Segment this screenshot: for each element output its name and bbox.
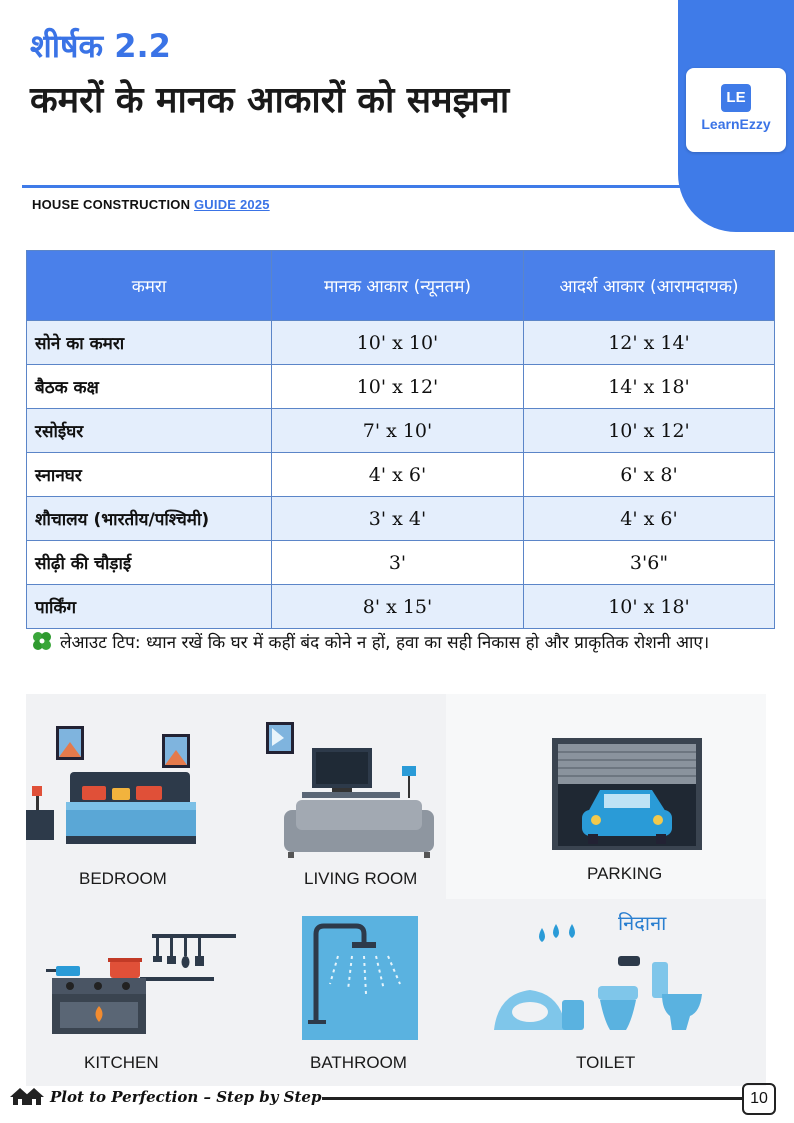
section-label: शीर्षक 2.2 — [30, 27, 171, 65]
layout-tip — [30, 630, 760, 657]
column-header: आदर्श आकार (आरामदायक) — [524, 251, 775, 321]
room-illustrations — [26, 694, 766, 1086]
page-number: 10 — [742, 1083, 776, 1115]
logo — [686, 68, 786, 152]
room-name: पार्किंग — [27, 585, 272, 629]
logo-text: LearnEzzy — [701, 116, 771, 132]
table-row — [27, 409, 775, 453]
standard-size: 3' — [272, 541, 524, 585]
parking-caption: PARKING — [587, 864, 663, 883]
standard-size: 7' x 10' — [272, 409, 524, 453]
ideal-size: 12' x 14' — [524, 321, 775, 365]
table-row — [27, 365, 775, 409]
room-name: सोने का कमरा — [27, 321, 272, 365]
ideal-size: 10' x 12' — [524, 409, 775, 453]
column-header: मानक आकार (न्यूनतम) — [272, 251, 524, 321]
clover-icon — [30, 631, 54, 651]
standard-size: 4' x 6' — [272, 453, 524, 497]
room-name: सीढ़ी की चौड़ाई — [27, 541, 272, 585]
subtitle-prefix: HOUSE CONSTRUCTION — [32, 197, 194, 212]
footer-tagline: Plot to Perfection – Step by Step — [50, 1088, 322, 1106]
kitchen-caption: KITCHEN — [84, 1053, 159, 1072]
table-row — [27, 541, 775, 585]
standard-size: 8' x 15' — [272, 585, 524, 629]
header-rule — [22, 185, 682, 188]
column-header: कमरा — [27, 251, 272, 321]
bedroom-caption: BEDROOM — [79, 869, 167, 888]
room-name: बैठक कक्ष — [27, 365, 272, 409]
ideal-size: 3'6" — [524, 541, 775, 585]
room-name: रसोईघर — [27, 409, 272, 453]
room-name: शौचालय (भारतीय/पश्चिमी) — [27, 497, 272, 541]
guide-subtitle — [32, 197, 270, 212]
footer-rule — [322, 1097, 742, 1100]
ideal-size: 4' x 6' — [524, 497, 775, 541]
subtitle-highlight: GUIDE 2025 — [193, 197, 270, 212]
room-name: स्नानघर — [27, 453, 272, 497]
table-row — [27, 585, 775, 629]
toilet-sign: निदाना — [618, 911, 667, 935]
tip-text: लेआउट टिप: ध्यान रखें कि घर में कहीं बंद कोने न हों, हवा का सही निकास हो और प्राकृतिक रोशनी आए। — [60, 633, 710, 653]
standard-size: 3' x 4' — [272, 497, 524, 541]
table-row — [27, 321, 775, 365]
illustration-grid — [26, 694, 766, 1086]
page-title: कमरों के मानक आकारों को समझना — [30, 80, 510, 121]
living-room-caption: LIVING ROOM — [304, 869, 418, 888]
logo-mark: LE — [721, 84, 751, 112]
table-row — [27, 453, 775, 497]
standard-size: 10' x 10' — [272, 321, 524, 365]
ideal-size: 14' x 18' — [524, 365, 775, 409]
standard-size: 10' x 12' — [272, 365, 524, 409]
table-row — [27, 497, 775, 541]
house-icon — [10, 1086, 46, 1106]
ideal-size: 6' x 8' — [524, 453, 775, 497]
table-header-row — [27, 251, 775, 321]
room-size-table — [26, 250, 775, 629]
bathroom-caption: BATHROOM — [310, 1053, 407, 1072]
ideal-size: 10' x 18' — [524, 585, 775, 629]
toilet-caption: TOILET — [576, 1053, 636, 1072]
